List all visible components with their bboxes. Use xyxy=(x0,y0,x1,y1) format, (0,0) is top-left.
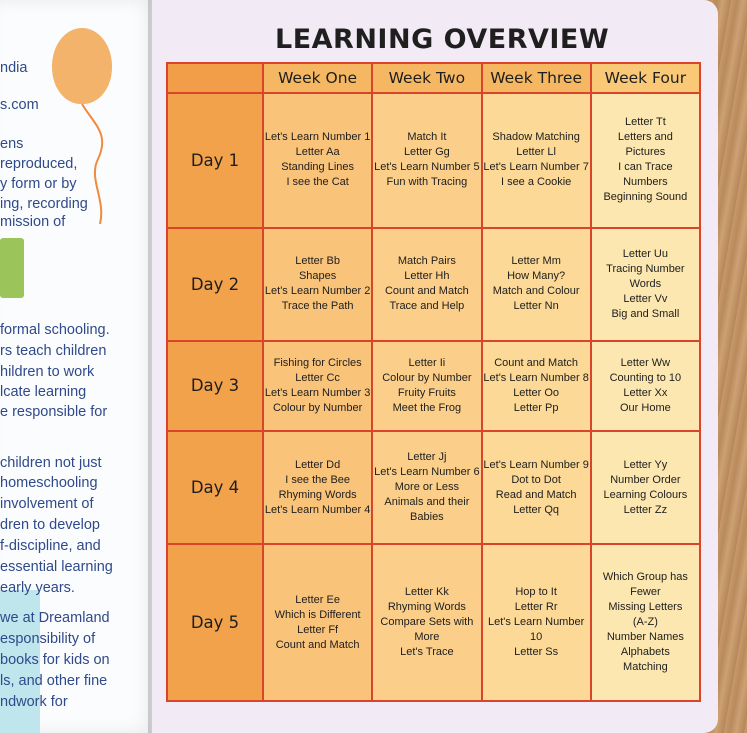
left-page-line: lcate learning xyxy=(0,384,87,400)
activity-line: Fun with Tracing xyxy=(386,176,468,189)
left-page-line: reproduced, xyxy=(0,156,78,172)
activity-line: Big and Small xyxy=(611,307,680,320)
activity-line: Letter Hh xyxy=(404,270,450,283)
activity-line: Match Pairs xyxy=(397,255,456,268)
left-page-line: hildren to work xyxy=(0,364,95,380)
left-page-line: s.com xyxy=(0,97,39,113)
activity-line: Beginning Sound xyxy=(603,191,688,204)
corner-cell xyxy=(167,63,263,93)
activity-line: Letter Ll xyxy=(516,146,556,159)
activity-line: Compare Sets with xyxy=(380,616,474,629)
activity-line: Let's Learn Number 6 xyxy=(374,466,480,479)
activity-line: Letter Rr xyxy=(514,601,558,614)
week-header: Week Four xyxy=(591,63,700,93)
day-row xyxy=(167,93,700,228)
activity-line: Match and Colour xyxy=(492,285,580,298)
week-header: Week Three xyxy=(482,63,591,93)
activity-cell xyxy=(263,431,372,544)
left-page-line: e responsible for xyxy=(0,404,108,420)
activity-cell xyxy=(482,544,591,701)
activity-line: Learning Colours xyxy=(603,488,688,501)
header-row xyxy=(167,63,700,93)
activity-line: Rhyming Words xyxy=(387,601,466,614)
activity-line: Matching xyxy=(623,661,668,674)
day-label: Day 4 xyxy=(167,431,263,544)
left-page-line: ndia xyxy=(0,60,28,76)
activity-line: Letter Ff xyxy=(297,623,339,636)
activity-line: Let's Learn Number 7 xyxy=(483,161,589,174)
activity-cell xyxy=(263,341,372,432)
activity-line: Letter Xx xyxy=(623,386,668,399)
activity-line: I see the Bee xyxy=(285,473,351,486)
activity-cell xyxy=(591,93,700,228)
activity-line: Our Home xyxy=(620,401,671,414)
left-page-line: rs teach children xyxy=(0,343,107,359)
day-row xyxy=(167,341,700,432)
activity-line: Shadow Matching xyxy=(492,131,580,144)
activity-line: Letter Jj xyxy=(407,451,447,464)
day-label: Day 1 xyxy=(167,93,263,228)
day-label: Day 5 xyxy=(167,544,263,701)
activity-line: Letter Vv xyxy=(623,292,668,305)
activity-line: Count and Match xyxy=(275,638,360,651)
activity-cell xyxy=(482,228,591,341)
activity-line: Letter Ww xyxy=(620,356,671,369)
activity-line: Letter Kk xyxy=(404,586,449,599)
week-header: Week One xyxy=(263,63,372,93)
activity-line: I see the Cat xyxy=(286,176,349,189)
left-page-line: ndwork for xyxy=(0,694,68,710)
activity-line: Colour by Number xyxy=(382,371,472,384)
activity-cell xyxy=(482,341,591,432)
activity-line: Letter Ss xyxy=(514,646,559,659)
week-header: Week Two xyxy=(372,63,481,93)
activity-line: Letter Zz xyxy=(623,503,668,516)
activity-line: Standing Lines xyxy=(281,161,355,174)
activity-cell xyxy=(591,431,700,544)
left-page-line: f-discipline, and xyxy=(0,538,101,554)
activity-line: Match It xyxy=(407,131,447,144)
activity-line: Numbers xyxy=(623,176,668,189)
activity-line: Count and Match xyxy=(384,285,469,298)
activity-cell xyxy=(372,431,481,544)
left-page-line: formal schooling. xyxy=(0,322,110,338)
left-page-line: involvement of xyxy=(0,496,94,512)
activity-line: Words xyxy=(629,277,662,290)
activity-line: Let's Learn Number 8 xyxy=(483,371,589,384)
activity-line: Dot to Dot xyxy=(511,473,561,486)
activity-line: Letter Pp xyxy=(513,401,559,414)
cart-illustration xyxy=(0,238,24,298)
left-page-line: ls, and other fine xyxy=(0,673,108,689)
overview-grid xyxy=(166,62,701,702)
left-page-line: esponsibility of xyxy=(0,631,96,647)
activity-line: Animals and their xyxy=(384,496,470,509)
activity-line: Let's Learn Number 2 xyxy=(264,285,371,298)
left-page-line: ing, recording xyxy=(0,196,88,212)
activity-line: Letter Yy xyxy=(623,458,668,471)
activity-line: Hop to It xyxy=(515,586,557,599)
activity-line: Alphabets xyxy=(620,646,670,659)
activity-line: Let's Learn Number 9 xyxy=(483,458,589,471)
activity-line: Letter Aa xyxy=(295,146,340,159)
activity-line: Letter Bb xyxy=(295,255,340,268)
left-page-line: dren to develop xyxy=(0,517,100,533)
left-page xyxy=(0,0,160,733)
day-row xyxy=(167,431,700,544)
left-page-line: we at Dreamland xyxy=(0,610,110,626)
activity-line: Fruity Fruits xyxy=(397,386,456,399)
left-page-line: books for kids on xyxy=(0,652,110,668)
day-row xyxy=(167,228,700,341)
balloon-illustration xyxy=(52,28,112,104)
activity-line: Babies xyxy=(410,511,444,524)
activity-cell xyxy=(372,341,481,432)
activity-line: Pictures xyxy=(625,146,666,159)
left-page-line: mission of xyxy=(0,214,66,230)
activity-line: More xyxy=(414,631,440,644)
activity-cell xyxy=(591,544,700,701)
activity-line: Letters and xyxy=(617,131,673,144)
activity-line: Letter Tt xyxy=(624,116,666,129)
activity-line: Letter Uu xyxy=(622,247,668,260)
activity-line: Fewer xyxy=(630,586,661,599)
activity-line: Letter Ii xyxy=(408,356,446,369)
activity-line: Letter Ee xyxy=(295,593,340,606)
activity-line: Letter Oo xyxy=(513,386,560,399)
activity-line: Letter Dd xyxy=(295,458,341,471)
activity-line: Rhyming Words xyxy=(278,488,357,501)
activity-line: Colour by Number xyxy=(272,401,363,414)
left-page-line: early years. xyxy=(0,580,75,596)
activity-cell xyxy=(482,93,591,228)
activity-line: Tracing Number xyxy=(606,262,685,275)
activity-line: Trace and Help xyxy=(389,300,465,313)
activity-line: (A-Z) xyxy=(632,616,658,629)
activity-line: Letter Cc xyxy=(295,371,340,384)
page-title: LEARNING OVERVIEW xyxy=(275,24,610,55)
activity-line: Let's Learn Number 3 xyxy=(264,386,371,399)
activity-line: Trace the Path xyxy=(281,300,354,313)
activity-line: Number Names xyxy=(606,631,684,644)
activity-cell xyxy=(263,93,372,228)
activity-line: Which is Different xyxy=(274,608,361,621)
activity-line: Let's Learn Number 5 xyxy=(374,161,480,174)
activity-cell xyxy=(482,431,591,544)
activity-cell xyxy=(372,544,481,701)
activity-line: I see a Cookie xyxy=(500,176,572,189)
activity-cell xyxy=(591,341,700,432)
activity-line: Letter Nn xyxy=(513,300,559,313)
activity-line: Read and Match xyxy=(495,488,577,501)
activity-line: Fishing for Circles xyxy=(273,356,362,369)
activity-line: Counting to 10 xyxy=(609,371,682,384)
activity-line: More or Less xyxy=(394,481,459,494)
day-row xyxy=(167,544,700,701)
activity-line: Shapes xyxy=(298,270,337,283)
activity-cell xyxy=(591,228,700,341)
activity-line: Let's Trace xyxy=(400,646,454,659)
activity-line: Missing Letters xyxy=(608,601,683,614)
left-page-line: ens xyxy=(0,136,24,152)
left-page-line: children not just xyxy=(0,455,102,471)
activity-line: Let's Learn Number 4 xyxy=(264,503,371,516)
activity-line: Let's Learn Number 1 xyxy=(264,131,371,144)
day-label: Day 2 xyxy=(167,228,263,341)
activity-line: I can Trace xyxy=(618,161,673,174)
activity-line: Count and Match xyxy=(494,356,579,369)
left-page-line: y form or by xyxy=(0,176,77,192)
activity-line: Let's Learn Number xyxy=(487,616,585,629)
activity-line: How Many? xyxy=(507,270,566,283)
activity-line: 10 xyxy=(530,631,543,644)
activity-line: Letter Qq xyxy=(513,503,560,516)
left-page-line: homeschooling xyxy=(0,475,98,491)
learning-overview-table xyxy=(166,62,701,702)
day-label: Day 3 xyxy=(167,341,263,432)
activity-cell xyxy=(263,228,372,341)
activity-cell xyxy=(372,93,481,228)
activity-cell xyxy=(372,228,481,341)
activity-line: Which Group has xyxy=(602,571,688,584)
activity-line: Meet the Frog xyxy=(392,401,462,414)
left-page-line: essential learning xyxy=(0,559,113,575)
activity-line: Letter Gg xyxy=(403,146,450,159)
activity-line: Letter Mm xyxy=(511,255,561,268)
activity-line: Number Order xyxy=(610,473,681,486)
activity-cell xyxy=(263,544,372,701)
